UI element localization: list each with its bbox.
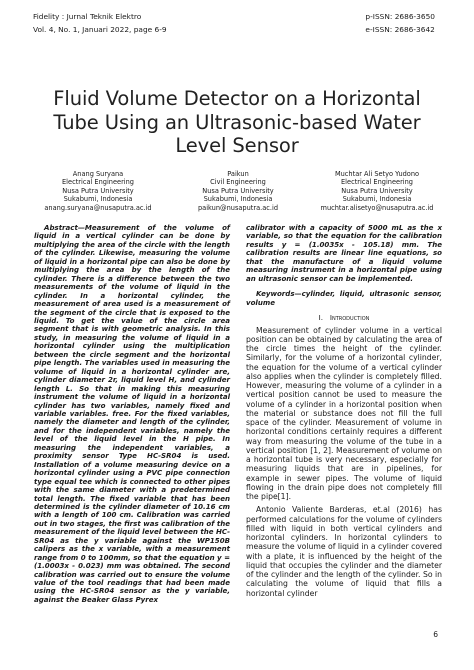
author-city: Sukabumi, Indonesia — [63, 195, 133, 204]
keywords-text: cylinder, liquid, ultrasonic sensor, volume — [246, 289, 442, 307]
author-university: Nusa Putra University — [62, 186, 134, 195]
keywords — [246, 290, 442, 307]
journal-volume: Vol. 4, No. 1, Januari 2022, page 6-9 — [33, 25, 167, 34]
author-name: Paikun — [227, 170, 249, 178]
left-column — [34, 224, 230, 604]
author-2 — [168, 170, 308, 212]
journal-header-left — [33, 10, 167, 36]
pissn: p-ISSN: 2686-3650 — [365, 12, 435, 21]
author-department: Civil Engineering — [210, 178, 266, 187]
author-3 — [308, 170, 446, 212]
abstract-continuation: calibrator with a capacity of 5000 mL as the x variable, so that the equation for the calibration results y = (1.0035x - 105.18) mm. The calibration results are linear line equations, so that the manufacture of a liquid volume measuring instrument in a horizontal pipe using an ultrasonic sensor can be implemented. — [246, 223, 442, 283]
page-number: 6 — [433, 630, 438, 639]
author-1 — [28, 170, 168, 212]
author-email[interactable]: paikun@nusaputra.ac.id — [197, 203, 279, 212]
body-paragraph-2: Antonio Valiente Barderas, et.al (2016) has performed calculations for the volume of cylinders filled with liquid in both vertical cylinders and horizontal cylinders. In horizontal cylinders to measure the volume of liquid in a cylinder covered with a plate, it is influenced by the height of the liquid that occupies the cylinder and the diameter of the cylinder and the length of the cylinder. So in calculating the volume of liquid that fills a horizontal cylinder — [246, 505, 442, 598]
abstract — [34, 224, 230, 604]
author-name: Muchtar Ali Setyo Yudono — [334, 170, 420, 178]
body-paragraph-1: Measurement of cylinder volume in a vertical position can be obtained by calculating the area of the circle times the height of the cylinder. Similarly, for the volume of a horizontal cylinder, the equation for the volume of a vertical cylinder also applies when the cylinder is completely filled. However, measuring the volume of a cylinder in a vertical position cannot be used to measure the volume of a cylinder in a horizontal position when the material or substance does not fill the full space of the cylinder. Measurement of volume in horizontal conditions certainly requires a different way from measuring the volume of the tube in a vertical position [1, 2]. Measurement of volume on a horizontal tube is very necessary, especially for measuring liquids that are in pipelines, for example in sewer pipes. The volume of liquid flowing in the drain pipe does not completely fill the pipe[1]. — [246, 325, 442, 502]
abstract-label: Abstract — [44, 223, 78, 232]
right-column — [246, 224, 442, 602]
paper-title: Fluid Volume Detector on a Horizontal Tube Using an Ultrasonic-based Water Level Sensor — [53, 87, 421, 157]
author-department: Electrical Engineering — [341, 178, 413, 187]
section-heading — [246, 314, 442, 322]
abstract-text: —Measurement of the volume of liquid in a vertical cylinder can be done by multiplying the area of the circle with the length of the cylinder. Likewise, measuring the volume of liquid in a horizontal pipe can also be done by multiplying the area by the length of the cylinder. There is a difference between the two measurements of the volume of liquid in the cylinder. In a horizontal cylinder, the measurement of area used is a measurement of the segment of the circle that is exposed to the liquid. To get the value of the circle area segment that is with geometric analysis. In this study, in measuring the volume of liquid in a horizontal cylinder using the multiplication between the circle segment and the horizontal pipe length. The variables used in measuring the volume of liquid in a horizontal cylinder are, cylinder diameter 2r, liquid level H, and cylinder length L. So that in making this measuring instrument the volume of liquid in a horizontal cylinder has two variables, namely fixed and variable variables. free. For the fixed variables, namely the diameter and length of the cylinder, and for the independent variables, namely the level of the liquid level in the H pipe. In measuring the independent variables, a proximity sensor Type HC-SR04 is used. Installation of a volume measuring device on a horizontal cylinder using a PVC pipe connection type equal tee which is connected to other pipes with the same diameter with a predetermined total length. The fixed variable that has been determined is the cylinder diameter of 10.16 cm with a length of 100 cm. Calibration was carried out in two stages, the first was calibration of the measurement of the liquid level between the HC-SR04 as the y variable against the WP150B calipers as the x variable, with a measurement range from 0 to 100mm, so that the equation y = (1.0003x - 0.023) mm was obtained. The second calibration was carried out to ensure the volume value of the tool readings that had been made using the HC-SR04 sensor as the y variable, against the Beaker Glass Pyrex — [34, 223, 230, 604]
author-email[interactable]: muchtar.alisetyo@nusaputra.ac.id — [320, 203, 434, 212]
author-department: Electrical Engineering — [62, 178, 134, 187]
author-name: Anang Suryana — [72, 170, 124, 178]
author-block — [28, 170, 446, 218]
eissn: e-ISSN: 2686-3642 — [365, 25, 435, 34]
author-email[interactable]: anang.suryana@nusaputra.ac.id — [44, 203, 152, 212]
journal-header-right — [365, 10, 435, 36]
keywords-label: Keywords— — [256, 289, 302, 299]
author-university: Nusa Putra University — [202, 186, 274, 195]
section-title: Introduction — [329, 313, 370, 323]
author-city: Sukabumi, Indonesia — [203, 195, 273, 204]
author-university: Nusa Putra University — [341, 186, 413, 195]
section-number: I. — [318, 313, 323, 323]
journal-name: Fidelity : Jurnal Teknik Elektro — [33, 12, 142, 21]
author-city: Sukabumi, Indonesia — [342, 195, 412, 204]
